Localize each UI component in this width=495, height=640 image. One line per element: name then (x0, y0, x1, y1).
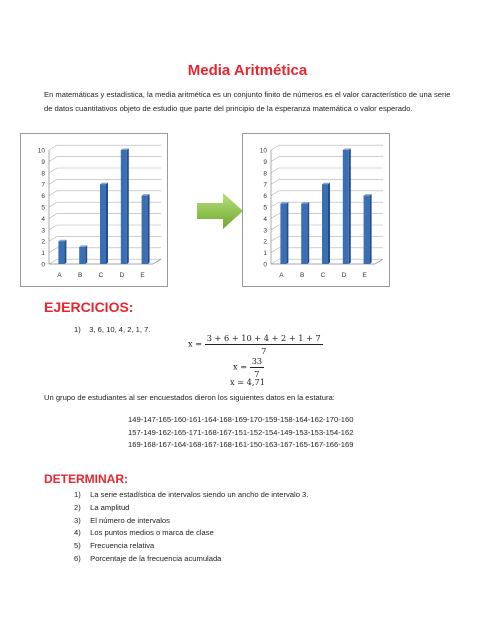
heights-row: 169-168-167-164-168-167-168-161-150-163-167-165-167-166-169 (128, 440, 354, 449)
x-tick-label: C (320, 272, 326, 279)
x-tick-label: C (98, 272, 104, 279)
chart-before (20, 133, 168, 287)
intro-paragraph: En matemáticas y estadística, la media aritmética es un conjunto finito de números es el valor característico de una serie de datos cuantitativos objeto de estudio que parte del principio de la esperanza matemática o valor esperado. (44, 90, 451, 113)
x-tick-label: A (279, 272, 284, 279)
y-tick-label: 4 (41, 215, 45, 223)
simplified-denominator: 7 (254, 369, 260, 379)
heights-row: 149-147-165-160-161-164-168-169-170-159-158-164-162-170-160 (128, 415, 354, 424)
grid-line-depth (49, 145, 57, 150)
grid-line-depth (49, 259, 57, 264)
fraction-denominator: 7 (261, 346, 267, 356)
grid-line-depth (271, 145, 279, 150)
determine-heading: DETERMINAR: (44, 472, 128, 486)
y-tick-label: 0 (263, 261, 267, 269)
mean-fraction (205, 333, 323, 356)
grid-line-depth (49, 248, 57, 253)
heights-data (128, 414, 353, 452)
chart-after (242, 133, 390, 287)
grid-line-depth (271, 202, 279, 207)
y-tick-label: 2 (41, 238, 45, 246)
y-tick-label: 5 (41, 204, 45, 212)
grid-line-depth (49, 157, 57, 162)
mean-formula (188, 333, 323, 356)
mean-variable-2: x = (233, 361, 248, 372)
grid-line-depth (271, 191, 279, 196)
x-tick-label: A (57, 272, 62, 279)
right-arrow-icon (197, 193, 243, 234)
bar-side (85, 245, 87, 264)
x-axis-depth (153, 259, 161, 264)
bar-side (286, 202, 288, 264)
x-tick-label: B (78, 272, 83, 279)
x-tick-label: E (140, 272, 145, 279)
grid-line-depth (271, 168, 279, 173)
bar-side (349, 149, 351, 265)
determine-list (74, 489, 308, 566)
mean-simplified (233, 356, 264, 379)
grid-line-depth (271, 259, 279, 264)
bar (142, 196, 148, 264)
grid-line-depth (271, 214, 279, 219)
y-tick-label: 10 (37, 147, 45, 155)
list-item: 6) Porcentaje de la frecuencia acumulada (74, 553, 222, 563)
y-tick-label: 6 (263, 193, 267, 201)
grid-line-depth (49, 179, 57, 184)
bar-side (127, 149, 129, 265)
grid-line-depth (49, 214, 57, 219)
exercise-item-1-text: 3, 6, 10, 4, 2, 1, 7. (89, 325, 151, 334)
bar (301, 204, 307, 264)
list-item: 2) La amplitud (74, 502, 130, 512)
mean-result: x = 4,71 (230, 377, 265, 387)
bar (121, 150, 127, 264)
bar-side (370, 194, 372, 264)
bar (364, 196, 370, 264)
grid-line-depth (271, 236, 279, 241)
bar (343, 150, 349, 264)
chart-after-svg (243, 134, 391, 288)
y-tick-label: 3 (263, 227, 267, 235)
y-tick-label: 5 (263, 204, 267, 212)
list-item: 1) La serie estadística de intervalos siendo un ancho de intervalo 3. (74, 490, 309, 499)
y-tick-label: 1 (263, 250, 267, 258)
exercise-item-1-number: 1) (74, 325, 81, 334)
grid-line-depth (271, 179, 279, 184)
grid-line-depth (49, 168, 57, 173)
bar-side (307, 202, 309, 264)
bar (58, 241, 64, 264)
bar-side (106, 183, 108, 264)
exercises-heading: EJERCICIOS: (44, 299, 134, 315)
group-statement: Un grupo de estudiantes al ser encuestados dieron los siguientes datos en la estatura: (44, 393, 335, 402)
grid-line-depth (271, 248, 279, 253)
y-tick-label: 9 (41, 158, 45, 166)
y-tick-label: 1 (41, 250, 45, 258)
grid-line-depth (49, 202, 57, 207)
mean-variable: x = (188, 338, 203, 349)
list-item: 5) Frecuencia relativa (74, 541, 155, 551)
bar (280, 204, 286, 264)
exercise-item-1 (74, 325, 150, 334)
x-tick-label: D (119, 272, 125, 279)
y-tick-label: 2 (263, 238, 267, 246)
y-tick-label: 4 (263, 215, 267, 223)
y-tick-label: 0 (41, 261, 45, 269)
bar-side (328, 183, 330, 264)
page-title: Media Aritmética (187, 62, 308, 79)
x-axis-depth (375, 259, 383, 264)
simplified-numerator: 33 (251, 356, 263, 366)
bar-side (148, 194, 150, 264)
y-tick-label: 8 (41, 170, 45, 178)
grid-line-depth (49, 191, 57, 196)
bar (79, 247, 85, 264)
y-tick-label: 7 (263, 181, 267, 189)
y-tick-label: 6 (41, 193, 45, 201)
list-item: 3) El número de intervalos (74, 515, 170, 525)
y-tick-label: 8 (263, 170, 267, 178)
x-tick-label: D (341, 272, 347, 279)
y-tick-label: 7 (41, 181, 45, 189)
bar-side (64, 240, 66, 264)
grid-line-depth (49, 236, 57, 241)
x-tick-label: E (362, 272, 367, 279)
y-tick-label: 3 (41, 227, 45, 235)
list-item: 4) Los puntos medios o marca de clase (74, 528, 214, 538)
grid-line-depth (49, 225, 57, 230)
y-tick-label: 10 (259, 147, 267, 155)
grid-line-depth (271, 225, 279, 230)
chart-before-svg (21, 134, 169, 288)
x-tick-label: B (300, 272, 305, 279)
bar (322, 184, 328, 264)
heights-row: 157-149-162-165-171-168-167-151-152-154-149-153-153-154-162 (128, 427, 354, 437)
simplified-fraction (250, 356, 264, 379)
y-tick-label: 9 (263, 158, 267, 166)
fraction-numerator: 3 + 6 + 10 + 4 + 2 + 1 + 7 (206, 333, 321, 343)
grid-line-depth (271, 157, 279, 162)
bar (100, 184, 106, 264)
